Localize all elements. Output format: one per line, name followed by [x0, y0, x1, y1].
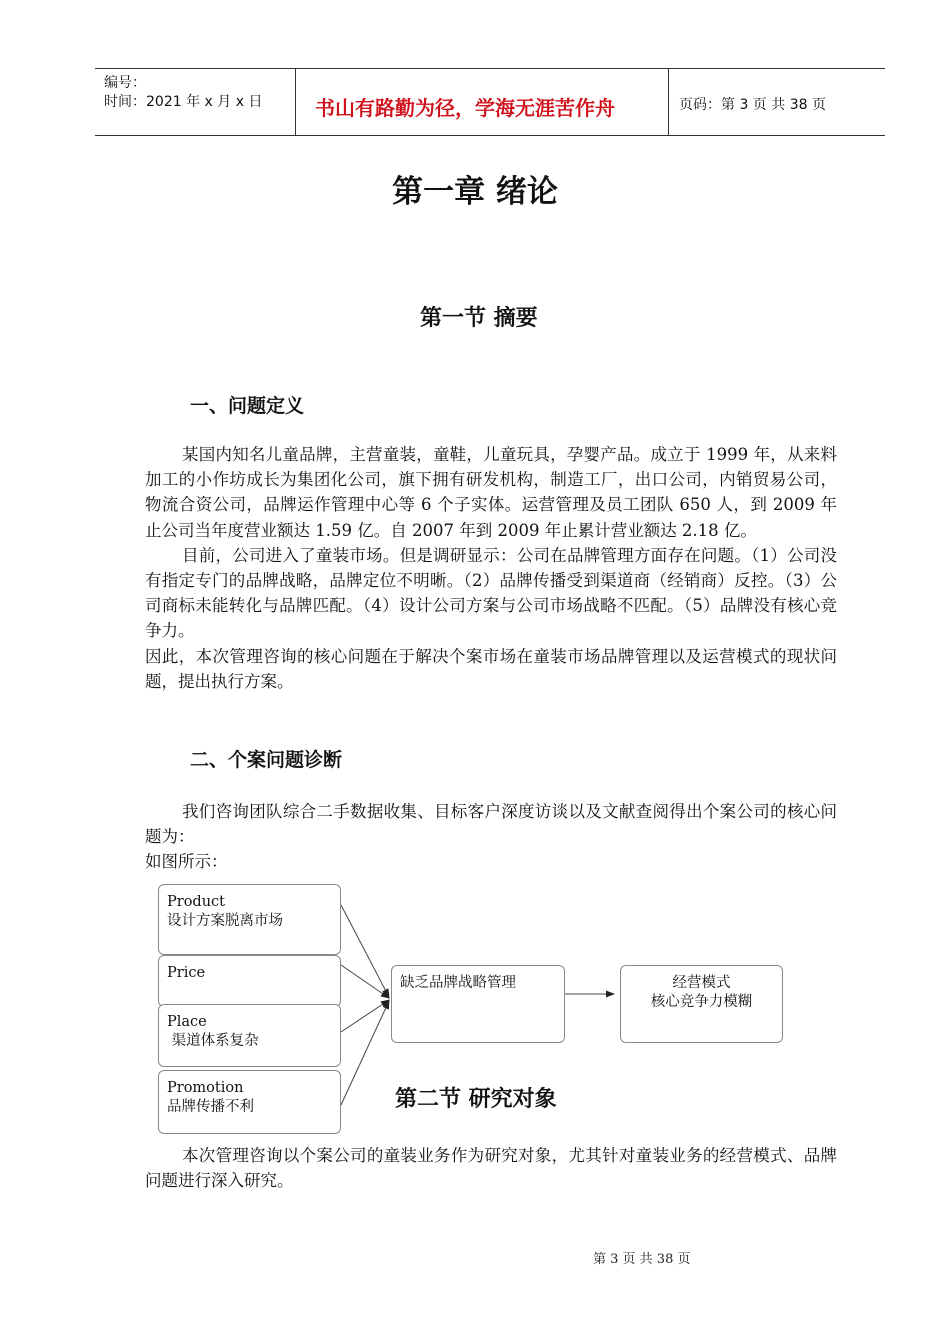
- chapter-title: 第一章 绪论: [392, 174, 558, 210]
- paragraph: 某国内知名儿童品牌，主营童装，童鞋，儿童玩具，孕婴产品。成立于 1999 年，从来料加工的小作坊成长为集团化公司，旗下拥有研发机构，制造工厂，出口公司，内销贸易公司，物流合资公司，品牌运作管理中心等 6 个子实体。运营管理及员工团队 650 人，到 2009 年止公司当年度营业额达 1.59 亿。自 2007 年到 2009 年止累计营业额达 2.18 亿。: [145, 445, 837, 540]
- place-box: [158, 1004, 341, 1067]
- problem-definition-heading: 一、问题定义: [190, 395, 305, 417]
- product-title: Product: [167, 894, 225, 910]
- diagnosis-heading: 二、个案问题诊断: [190, 749, 343, 771]
- price-box: [158, 955, 341, 1007]
- result-line-1: 经营模式: [672, 975, 731, 991]
- paragraph: 我们咨询团队综合二手数据收集、目标客户深度访谈以及文献查阅得出个案公司的核心问题为：: [145, 802, 837, 847]
- section2-title: 第二节 研究对象: [395, 1087, 557, 1112]
- core-problem-box: [391, 965, 565, 1043]
- paragraph: 如图所示：: [145, 852, 228, 872]
- header-page-info: 页码：第 3 页 共 38 页: [679, 97, 826, 113]
- page-footer: 第 3 页 共 38 页: [593, 1252, 691, 1267]
- connector-price: [341, 965, 389, 998]
- product-box: [158, 884, 341, 955]
- connector-product: [341, 905, 389, 997]
- section1-title: 第一节 摘要: [420, 306, 538, 331]
- promotion-title: Promotion: [167, 1080, 244, 1096]
- core-problem-text: 缺乏品牌战略管理: [400, 975, 516, 991]
- place-desc: 渠道体系复杂: [167, 1033, 259, 1049]
- paragraph: 目前，公司进入了童装市场。但是调研显示：公司在品牌管理方面存在问题。（1）公司没有指定专门的品牌战略，品牌定位不明晰。（2）品牌传播受到渠道商（经销商）反控。（3）公司商标未能转化与品牌匹配。（4）设计公司方案与公司市场战略不匹配。（5）品牌没有核心竞争力。: [145, 545, 837, 641]
- place-title: Place: [167, 1014, 207, 1030]
- paragraph: 因此，本次管理咨询的核心问题在于解决个案市场在童装市场品牌管理以及运营模式的现状问题，提出执行方案。: [145, 646, 837, 691]
- promotion-box: [158, 1070, 341, 1134]
- research-object-body: [145, 1143, 837, 1193]
- serial-label: 编号：: [104, 75, 146, 91]
- header-motto: 书山有路勤为径，学海无涯苦作舟: [315, 96, 615, 120]
- result-line-2: 核心竞争力模糊: [650, 994, 753, 1010]
- paragraph: 本次管理咨询以个案公司的童装业务作为研究对象，尤其针对童装业务的经营模式、品牌问题进行深入研究。: [145, 1146, 837, 1191]
- promotion-desc: 品牌传播不利: [167, 1099, 254, 1115]
- price-title: Price: [167, 965, 206, 981]
- product-desc: 设计方案脱离市场: [167, 913, 283, 929]
- time-label: 时间：2021 年 x 月 x 日: [104, 94, 263, 110]
- result-box: [620, 965, 783, 1043]
